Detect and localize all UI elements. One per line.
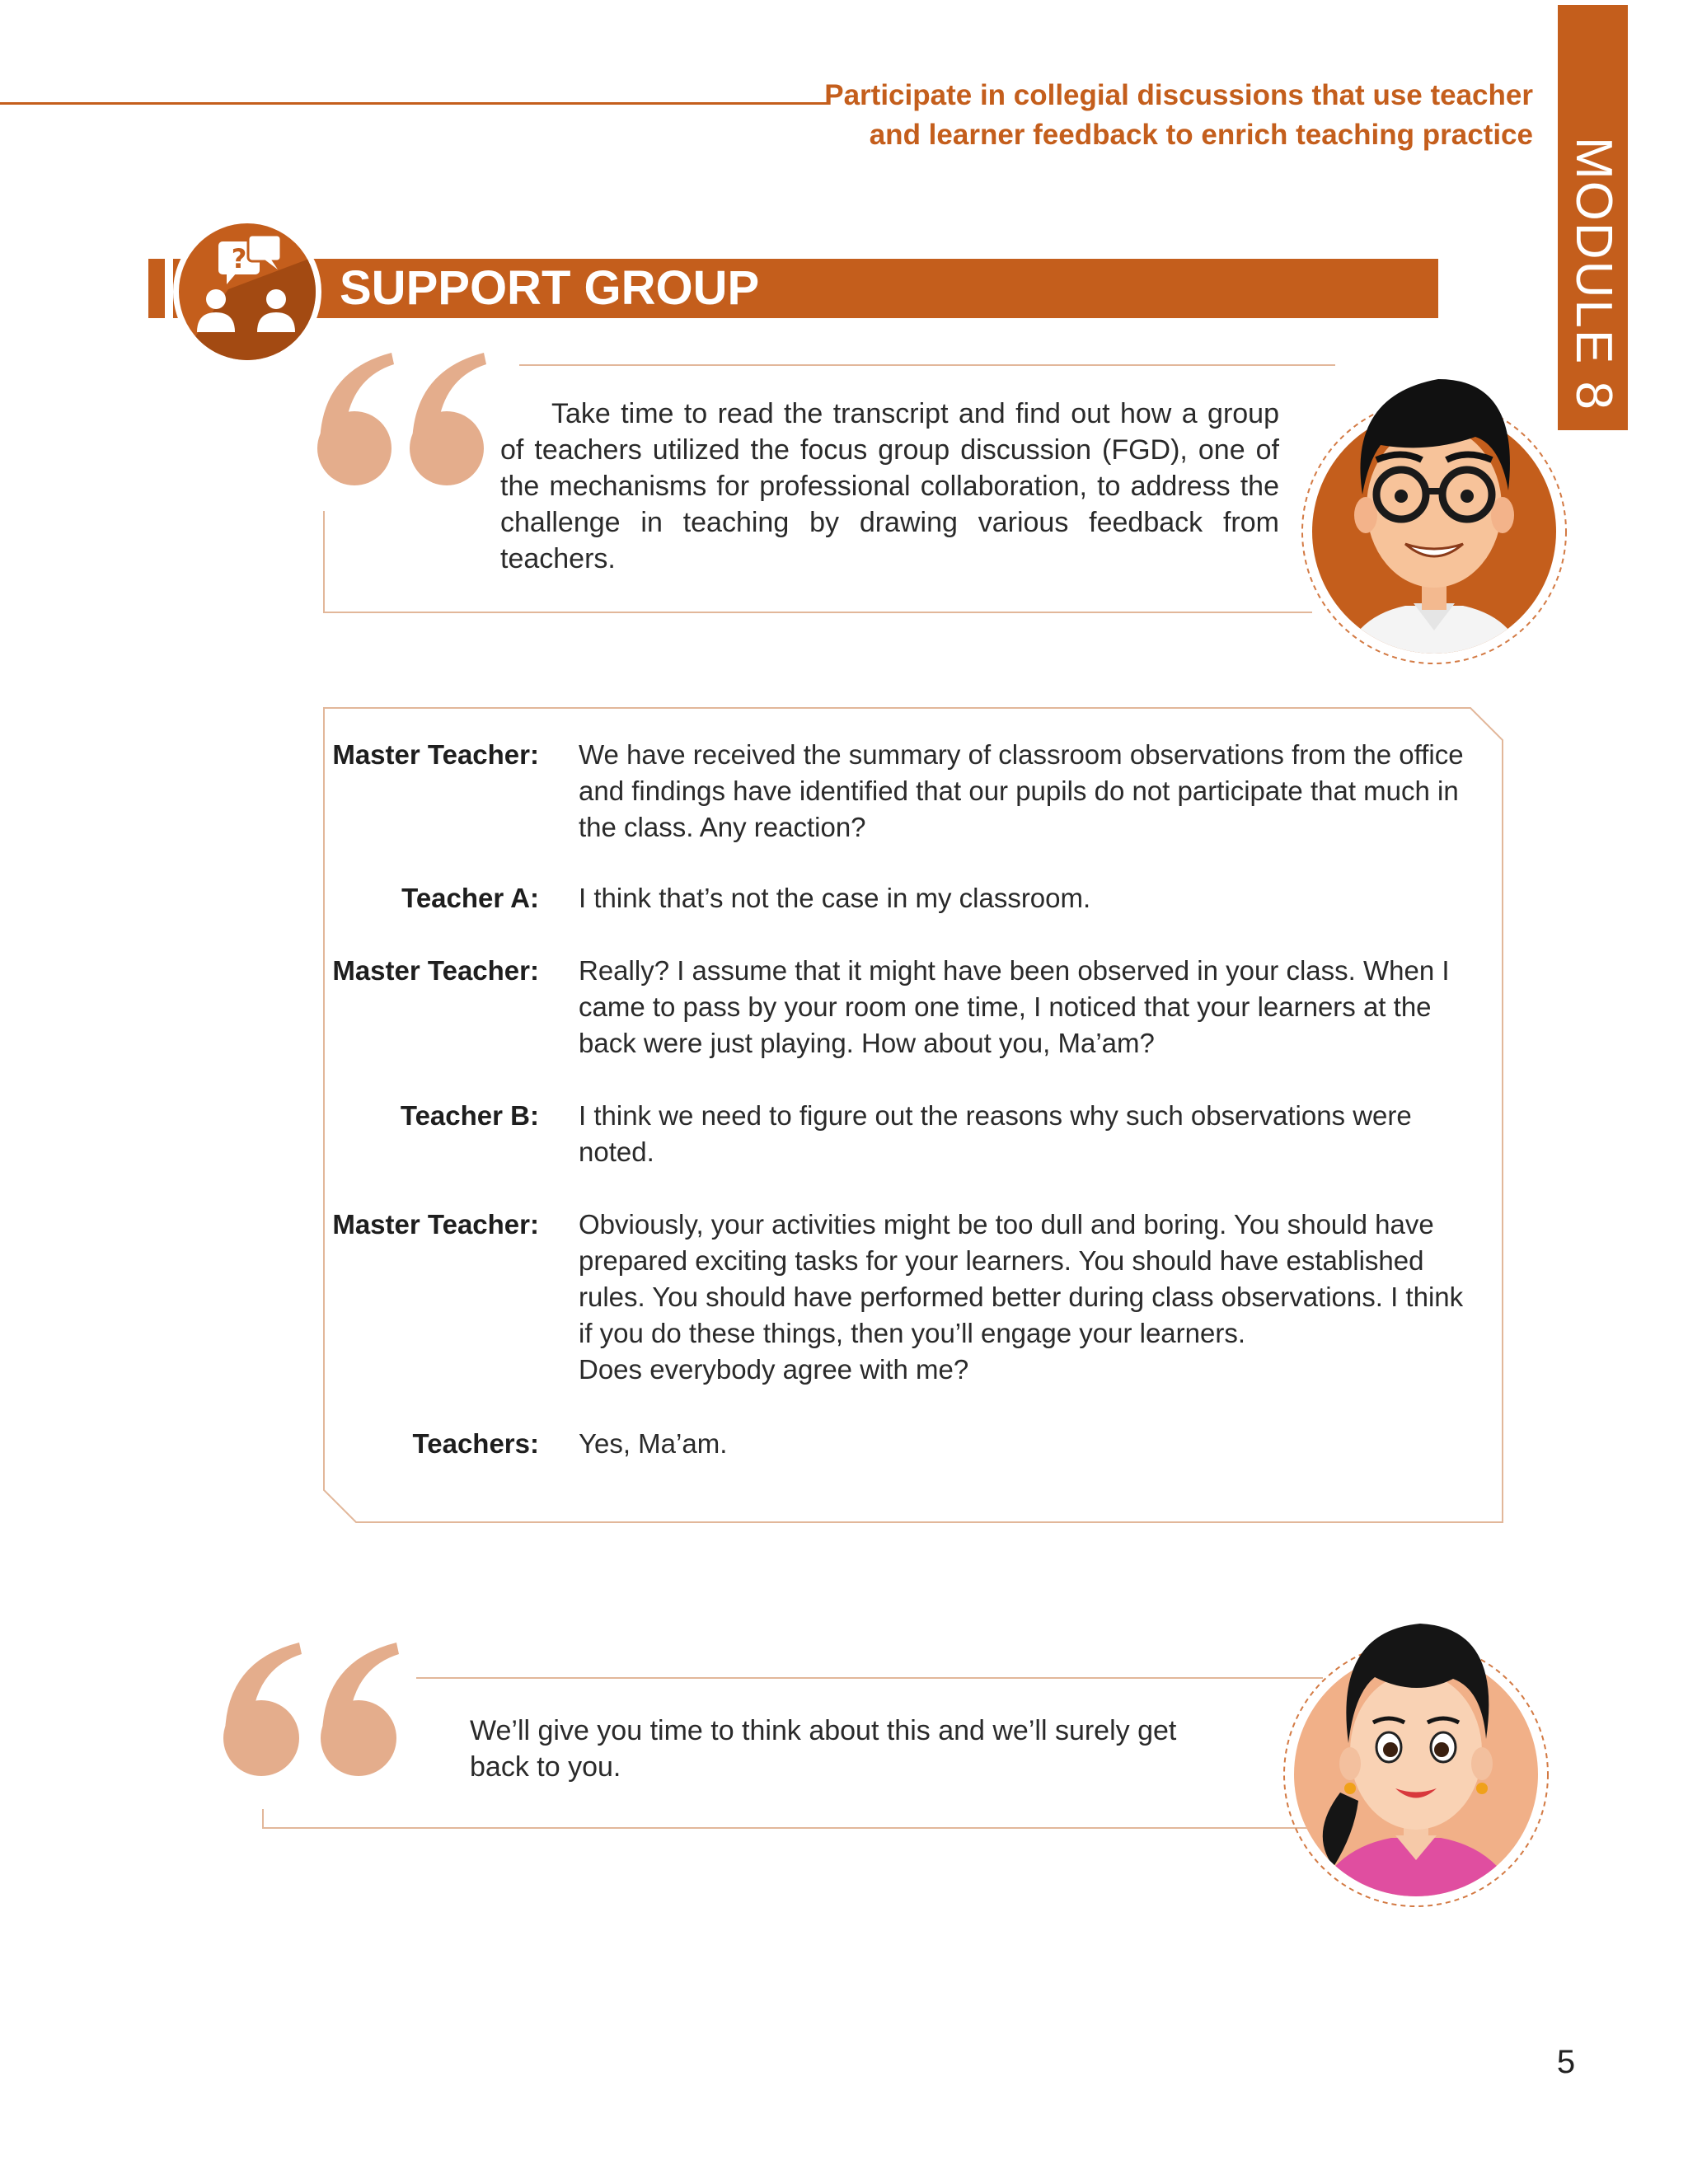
- dialogue-text: Yes, Ma’am.: [579, 1428, 728, 1459]
- dialogue-text-main: Obviously, your activities might be too dull and boring. You should have prepared exciting tasks for your learners. You should have established rules. You should have performed better during class observations. I think if you do these things, then you’ll engage your learners.: [579, 1209, 1464, 1348]
- module-label: MODULE 8: [1565, 137, 1622, 411]
- outro-frame-left: [262, 1809, 264, 1829]
- dialogue-text-question: Does everybody agree with me?: [579, 1354, 969, 1385]
- section-title: SUPPORT GROUP: [340, 261, 760, 315]
- dialogue-box: [323, 707, 1503, 1523]
- badge-question-mark: ?: [231, 243, 247, 274]
- speaker-label: Teacher A:: [401, 883, 539, 913]
- speaker-label: Teacher B:: [400, 1100, 539, 1131]
- intro-frame-top: [519, 364, 1335, 366]
- intro-frame-left: [323, 511, 325, 613]
- dialogue-text: We have received the summary of classroom observations from the office and findings have identified that our pupils do not participate that much in the class. Any reaction?: [579, 739, 1464, 842]
- quote-mark-icon: [313, 346, 495, 494]
- dialogue-text: I think that’s not the case in my classroom.: [579, 883, 1091, 913]
- speaker-label: Master Teacher:: [332, 955, 539, 986]
- speaker-label: Master Teacher:: [332, 1209, 539, 1240]
- intro-text: Take time to read the transcript and find out how a group of teachers utilized the focus group discussion (FGD), one of the mechanisms for professional collaboration, to address the challenge in teaching by drawing various feedback from teachers.: [500, 398, 1279, 574]
- speaker-label: Teachers:: [412, 1428, 539, 1459]
- speaker-label: Master Teacher:: [332, 739, 539, 770]
- banner-gap: [165, 259, 173, 318]
- intro-frame-bottom: [323, 612, 1312, 613]
- support-group-icon: [173, 218, 321, 366]
- outro-text-line2: back to you.: [470, 1751, 621, 1783]
- dialogue-text: [579, 1207, 1477, 1388]
- quote-mark-icon: [218, 1636, 408, 1784]
- teacher-man-avatar: [1298, 346, 1570, 676]
- header-rule: [0, 102, 828, 105]
- header-title-line2: and learner feedback to enrich teaching practice: [869, 119, 1533, 151]
- outro-text-line1: We’ll give you time to think about this and we’ll surely get: [470, 1715, 1177, 1746]
- outro-frame-top: [416, 1677, 1323, 1679]
- page-number: 5: [1556, 2044, 1576, 2080]
- header-title: [791, 76, 1533, 155]
- outro-frame-bottom: [262, 1827, 1317, 1829]
- outro-text: [470, 1713, 1245, 1785]
- teacher-woman-avatar: [1276, 1586, 1556, 1916]
- dialogue-text: I think we need to figure out the reasons why such observations were noted.: [579, 1100, 1412, 1167]
- dialogue-text: Really? I assume that it might have been observed in your class. When I came to pass by your room one time, I noticed that your learners at the back were just playing. How about you, Ma’am?: [579, 955, 1450, 1058]
- header-title-line1: Participate in collegial discussions that use teacher: [824, 79, 1533, 111]
